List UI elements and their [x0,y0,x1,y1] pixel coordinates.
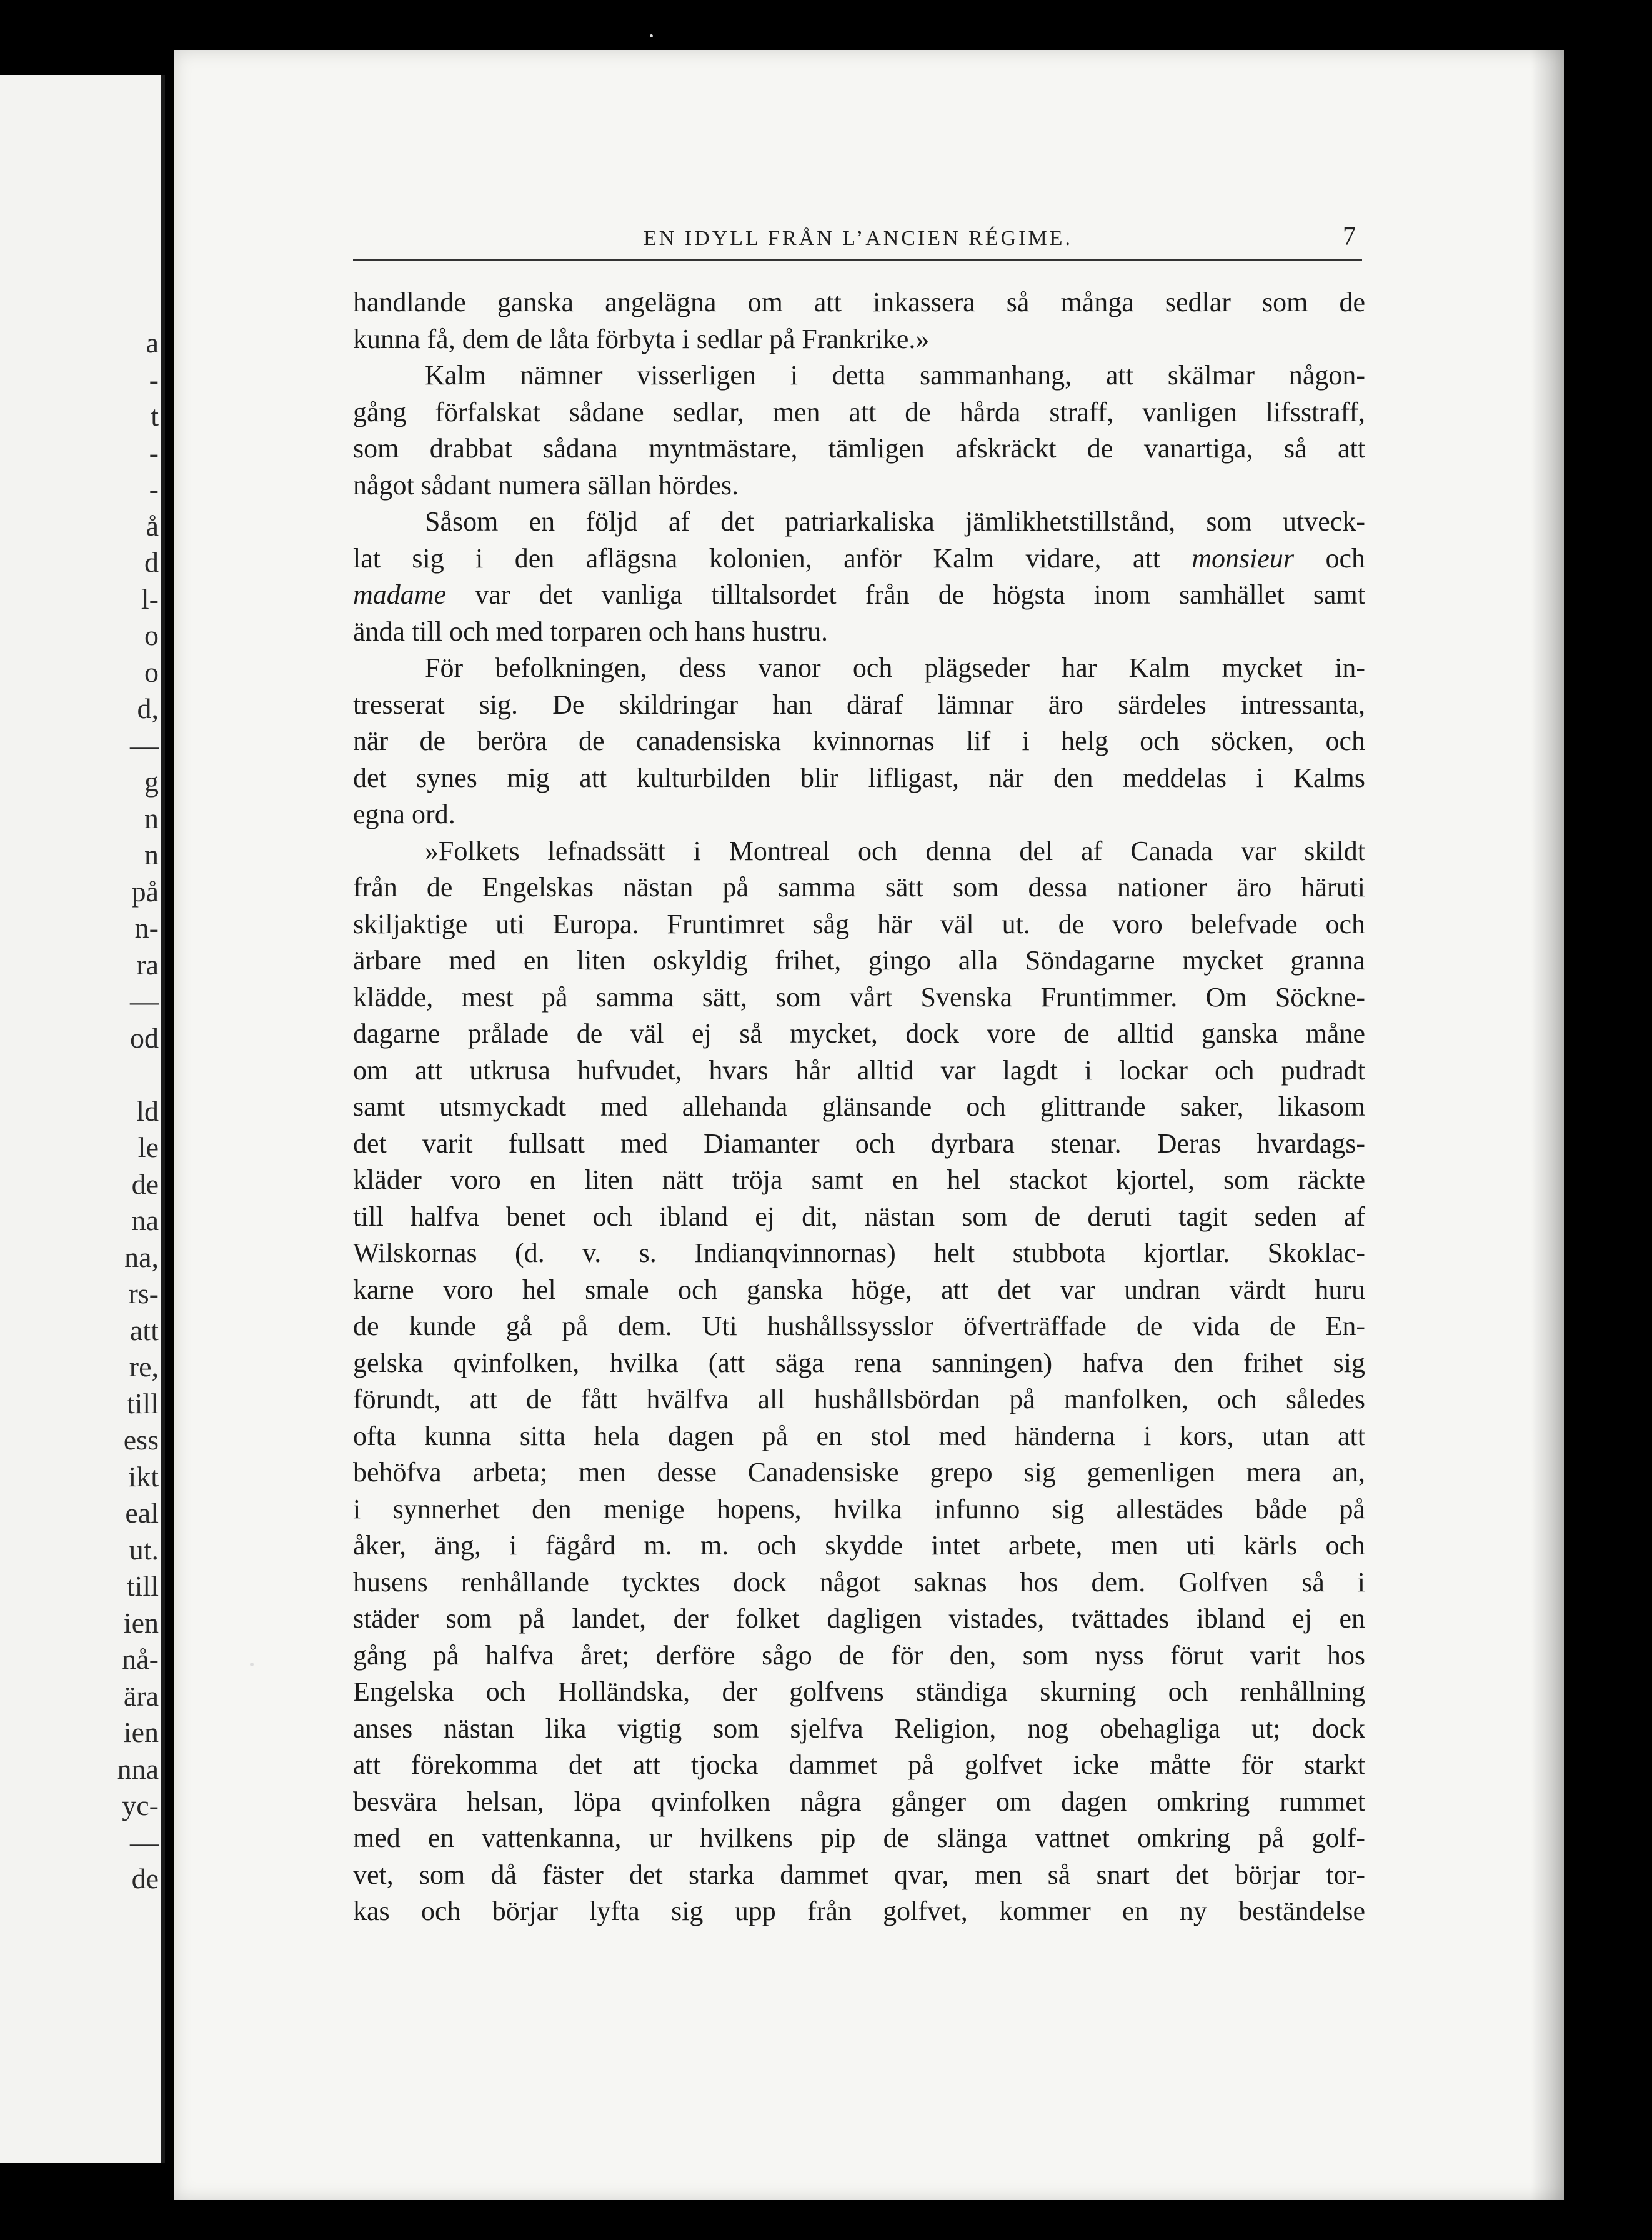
text-line [353,1016,1365,1052]
text-line [353,1857,1365,1894]
line-text: till halfva benet och ibland ej dit, nästan som de deruti tagit seden af [353,1201,1365,1232]
margin-fragment: ra [136,948,159,981]
italic-word: madame [353,579,447,610]
margin-fragment: ära [123,1679,159,1712]
margin-fragment [0,1056,161,1093]
line-text: var det vanliga tilltalsordet från de högsta inom samhället samt [475,579,1366,610]
text-line [353,1638,1365,1674]
text-line [353,504,1365,541]
text-line [353,1235,1365,1272]
text-line [353,1711,1365,1748]
line-text: »Folkets lefnadssätt i Montreal och denna del af Canada var skildt [425,835,1365,866]
text-line [353,833,1365,870]
margin-fragment: - [149,436,159,469]
margin-fragment: - [149,473,159,505]
text-line [353,321,1365,358]
line-text: samt utsmyckadt med allehanda glänsande och glittrande saker, likasom [353,1091,1365,1122]
text-line [353,1491,1365,1528]
margin-fragment: ess [123,1424,159,1456]
text-line [353,358,1365,394]
text-line [353,1308,1365,1345]
margin-fragment: på [131,875,159,908]
margin-fragment: od [130,1021,159,1054]
text-line [353,906,1365,943]
scan-speck [250,1662,254,1666]
text-line [353,942,1365,979]
margin-fragment: ikt [128,1460,159,1492]
text-line [353,1272,1365,1309]
line-text: kläder voro en liten nätt tröja samt en hel stackot kjortel, som räckte [353,1164,1365,1195]
text-line [353,979,1365,1016]
body-text [353,284,1365,1930]
line-text: gång på halfva året; derföre sågo de för den, som nyss förut varit hos [353,1639,1365,1671]
line-text: när de beröra de canadensiska kvinnornas lif i helg och söcken, och [353,726,1365,756]
margin-fragment: nna [117,1752,159,1785]
text-line [353,1418,1365,1455]
line-text: från de Engelskas nästan på samma sätt som dessa nationer äro häruti [353,872,1365,902]
margin-fragment: — [130,1826,159,1858]
scan-speck [650,34,653,38]
line-text: Engelska och Holländska, der golfvens ständiga skurning och renhållning [353,1676,1365,1707]
line-text: skiljaktige uti Europa. Fruntimret såg här väl ut. de voro belefvade och [353,908,1365,939]
text-line [353,687,1365,724]
line-text: det varit fullsatt med Diamanter och dyrbara stenar. Deras hvardags- [353,1128,1365,1159]
previous-page-text-fragments [0,325,161,1898]
line-text: besvära helsan, löpa qvinfolken några gånger om dagen omkring rummet [353,1786,1365,1817]
text-line [353,650,1365,687]
page-header [353,222,1362,261]
line-text: lat sig i den aflägsna kolonien, anför Kalm vidare, att [353,542,1160,574]
page-number: 7 [1343,222,1356,251]
line-text: med en vattenkanna, ur hvilkens pip de slänga vattnet omkring på golf- [353,1822,1365,1853]
line-text: Såsom en följd af det patriarkaliska jämlikhetstillstånd, som utveck- [425,506,1365,537]
italic-word: monsieur [1192,542,1295,574]
line-text: det synes mig att kulturbilden blir lifligast, när den meddelas i Kalms [353,762,1365,793]
line-text: förundt, att de fått hvälfva all hushållsbördan på manfolken, och således [353,1384,1365,1414]
line-text: ärbare med en liten oskyldig frihet, gingo alla Söndagarne mycket granna [353,945,1365,976]
margin-fragment: t [151,400,159,432]
margin-fragment: n- [134,912,159,944]
margin-fragment: n [144,839,159,871]
text-line [353,1089,1365,1126]
margin-fragment: å [146,509,159,542]
line-text: egna ord. [353,799,455,829]
text-line [353,284,1365,321]
text-line [353,869,1365,906]
margin-fragment: ld [136,1094,159,1127]
line-text: städer som på landet, der folket dagligen vistades, tvättades ibland ej en [353,1603,1365,1634]
margin-fragment: att [130,1314,159,1346]
text-line [353,1893,1365,1930]
margin-fragment: l- [141,582,159,615]
line-text: de kunde gå på dem. Uti hushållssysslor öfverträffade de vida de En- [353,1311,1365,1341]
margin-fragment: ien [123,1606,159,1639]
line-text: ända till och med torparen och hans hustru. [353,616,828,647]
margin-fragment: eal [125,1497,159,1529]
text-line [353,1674,1365,1711]
margin-fragment: o [144,656,159,688]
line-text: gång förfalskat sådane sedlar, men att de hårda straff, vanligen lifsstraff, [353,396,1365,428]
text-line [353,1820,1365,1857]
margin-fragment: till [126,1387,159,1419]
text-line [353,577,1365,614]
line-text: åker, äng, i fägård m. m. och skydde intet arbete, men uti kärls och [353,1530,1365,1561]
margin-fragment: de [131,1168,159,1200]
line-text: handlande ganska angelägna om att inkassera så många sedlar som de [353,287,1365,318]
line-text: behöfva arbeta; men desse Canadensiske grepo sig gemenligen mera an, [353,1457,1365,1488]
running-title: EN IDYLL FRÅN L’ANCIEN RÉGIME. [644,227,1073,250]
text-line [353,1162,1365,1199]
margin-fragment: g [144,766,159,798]
text-line [353,723,1365,760]
text-line [353,431,1365,468]
page-edge-shadow [1531,50,1568,2200]
line-text: kas och börjar lyfta sig upp från golfvet, kommer en ny beständelse [353,1896,1365,1926]
margin-fragment: n [144,802,159,834]
line-text: klädde, mest på samma sätt, som vårt Svenska Fruntimmer. Om Söckne- [353,981,1365,1012]
line-text: anses nästan lika vigtig som sjelfva Religion, nog obehagliga ut; dock [353,1712,1365,1744]
margin-fragment: ien [123,1716,159,1748]
text-line [353,1345,1365,1382]
margin-fragment: — [130,729,159,761]
margin-fragment: nå- [122,1643,159,1675]
text-line [353,760,1365,797]
line-text: som drabbat sådana myntmästare, tämligen afskräckt de vanartiga, så att [353,433,1365,464]
line-text: i synnerhet den menige hopens, hvilka infunno sig allestädes både på [353,1493,1365,1524]
text-line [353,541,1365,578]
line-text: tresserat sig. De skildringar han däraf lämnar äro särdeles intressanta, [353,689,1365,720]
line-text: Kalm nämner visserligen i detta sammanhang, att skälmar någon- [425,360,1365,391]
margin-fragment: d, [137,692,159,724]
line-text: Wilskornas (d. v. s. Indianqvinnornas) helt stubbota kjortlar. Skoklac- [353,1238,1365,1268]
margin-fragment: a [146,327,159,359]
line-text: ofta kunna sitta hela dagen på en stol med händerna i kors, utan att [353,1420,1365,1451]
text-line [353,468,1365,504]
margin-fragment: d [144,546,159,578]
line-text: något sådant numera sällan hördes. [353,469,739,501]
line-text: att förekomma det att tjocka dammet på golfvet icke måtte för starkt [353,1749,1365,1780]
margin-fragment: re, [129,1351,159,1382]
margin-fragment: yc- [122,1789,159,1821]
margin-fragment: de [131,1862,159,1894]
line-text: dagarne prålade de väl ej så mycket, dock vore de alltid ganska måne [353,1018,1365,1049]
line-text: kunna få, dem de låta förbyta i sedlar på Frankrike.» [353,323,930,354]
margin-fragment: rs- [128,1278,159,1309]
line-text: vet, som då fäster det starka dammet qvar, men så snart det börjar tor- [353,1859,1365,1890]
text-line [353,1199,1365,1236]
margin-fragment: le [137,1131,159,1163]
margin-fragment: — [130,985,159,1017]
text-line [353,1747,1365,1784]
text-line [353,796,1365,833]
text-line [353,394,1365,431]
line-text: För befolkningen, dess vanor och plägseder har Kalm mycket in- [425,652,1365,683]
text-line [353,1564,1365,1601]
margin-fragment: till [126,1570,159,1602]
text-line [353,1052,1365,1089]
margin-fragment: na [131,1204,159,1236]
text-line [353,1601,1365,1638]
text-line [353,1528,1365,1564]
line-text: karne voro hel smale och ganska höge, att det var undran värdt huru [353,1274,1365,1305]
line-text: om att utkrusa hufvudet, hvars hår alltid var lagdt i lockar och pudradt [353,1054,1365,1086]
text-line [353,614,1365,651]
text-line [353,1454,1365,1491]
margin-fragment: ut. [129,1533,159,1566]
margin-fragment: - [149,363,159,396]
margin-fragment: o [144,619,159,651]
line-text: gelska qvinfolken, hvilka (att säga rena sanningen) hafva den frihet sig [353,1347,1365,1378]
text-line [353,1381,1365,1418]
text-line [353,1784,1365,1821]
previous-page-edge [0,75,165,2162]
text-line [353,1126,1365,1162]
line-text-end: och [1325,542,1366,574]
line-text: husens renhållande tycktes dock något saknas hos dem. Golfven så i [353,1566,1365,1598]
margin-fragment: na, [124,1241,159,1273]
